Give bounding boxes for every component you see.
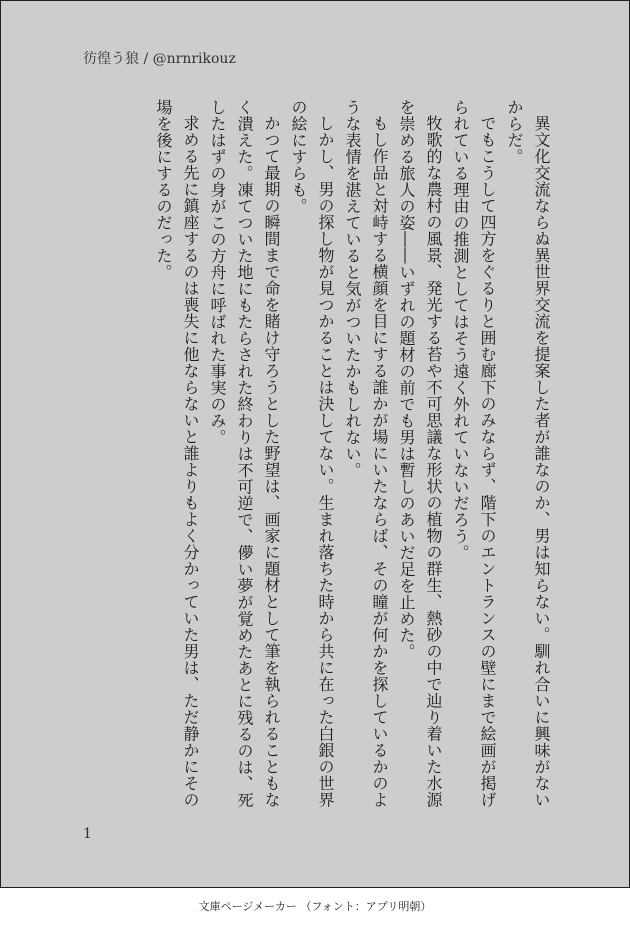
author-line: 彷徨う狼 / @nrnrikouz — [83, 51, 236, 67]
paragraph-5: しかし、男の探し物が見つかることは決してない。生まれ落ちた時から共に在った白銀の世界の絵にすらも。 — [289, 99, 335, 808]
vertical-body-text — [77, 99, 555, 819]
page-number: 1 — [83, 826, 92, 842]
paragraph-4: もし作品と対峙する横顔を目にする誰かが場にいたならば、その瞳が何かを探しているかのような表情を湛えていると気がついたかもしれない。 — [343, 99, 389, 808]
paragraph-1: 異文化交流ならぬ異世界交流を提案した者が誰なのか、男は知らない。馴れ合いに興味がないからだ。 — [505, 99, 551, 808]
paragraph-3: 牧歌的な農村の風景、発光する苔や不可思議な形状の植物の群生、熱砂の中で辿り着いた水源を崇める旅人の姿――いずれの題材の前でも男は暫しのあいだ足を止めた。 — [397, 99, 443, 808]
paragraph-7: 求める先に鎮座するのは喪失に他ならないと誰よりもよく分かっていた男は、ただ静かにその場を後にするのだった。 — [154, 99, 200, 808]
footer-credit: 文庫ページメーカー （フォント：アプリ明朝） — [198, 900, 432, 913]
paragraph-6: かつて最期の瞬間まで命を賭け守ろうとした野望は、画家に題材として筆を執られることもなく潰えた。凍てついた地にもたらされた終わりは不可逆で、儚い夢が覚めたあとに残るのは、死したはずの身がこの方舟に呼ばれた事実のみ。 — [208, 99, 281, 809]
paragraph-2: でもこうして四方をぐるりと囲む廊下のみならず、階下のエントランスの壁にまで絵画が掲げられている理由の推測としてはそう遠く外れていないだろう。 — [451, 99, 497, 808]
